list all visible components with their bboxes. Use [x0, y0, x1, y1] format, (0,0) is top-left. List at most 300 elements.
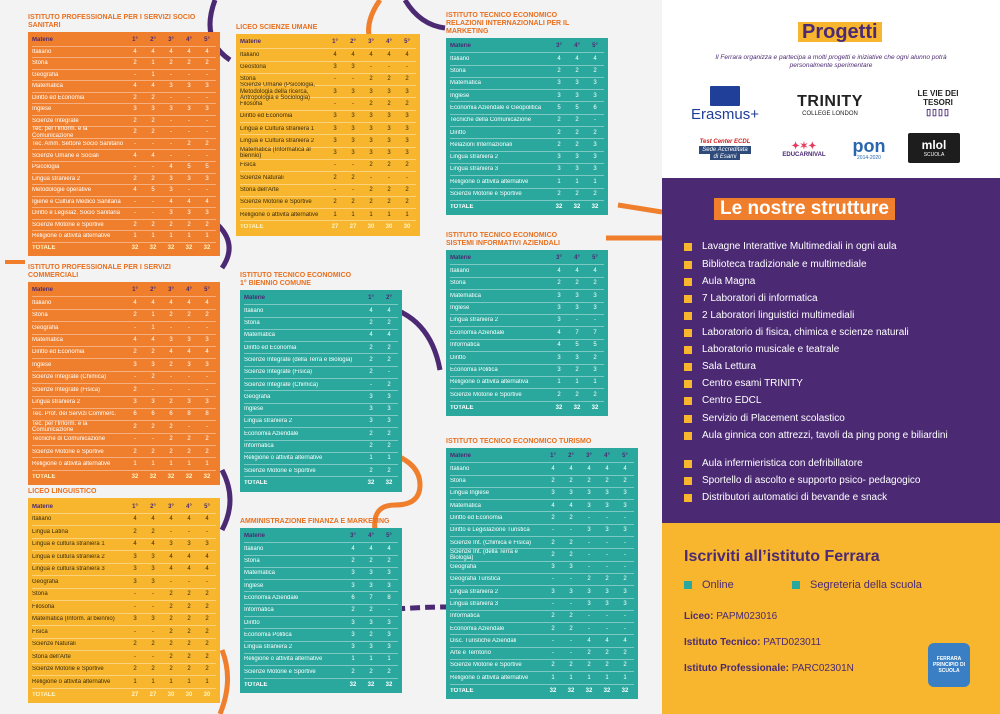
- subject-cell: Scienze Motorie e Sportive: [244, 668, 316, 675]
- subject-cell: Scienze Naturali: [32, 641, 76, 648]
- table-row: [32, 139, 216, 151]
- hours-cell: 3: [151, 553, 155, 560]
- hours-cell: 2: [569, 514, 573, 521]
- hours-cell: 1: [569, 674, 573, 681]
- hours-cell: 2: [187, 641, 191, 648]
- hours-cell: 2: [569, 613, 573, 620]
- hours-cell: 4: [169, 164, 173, 171]
- hours-cell: 3: [351, 150, 355, 157]
- pon-logo: pon 2014-2020: [852, 136, 886, 161]
- hours-cell: -: [352, 187, 354, 193]
- subject-cell: Igiene e Cultura Medico Sanitaria: [32, 198, 121, 205]
- hours-cell: 3: [623, 601, 627, 607]
- table-row: [244, 543, 398, 555]
- hours-cell: 2°: [350, 39, 356, 46]
- subject-cell: Scienze Umane e Sociali: [32, 152, 99, 159]
- table-row: [450, 176, 604, 188]
- hours-cell: 6: [151, 411, 155, 418]
- hours-cell: -: [406, 64, 408, 71]
- table-row: [450, 488, 634, 500]
- hours-cell: -: [206, 423, 208, 430]
- hours-cell: 2: [205, 628, 209, 635]
- subject-cell: TOTALE: [240, 224, 264, 231]
- hours-cell: 2: [187, 448, 191, 455]
- hours-cell: 2: [133, 641, 137, 648]
- hours-cell: 1: [133, 233, 137, 240]
- hours-cell: 3: [187, 399, 191, 405]
- hours-cell: 2: [187, 140, 191, 147]
- hours-cell: -: [334, 76, 336, 83]
- hours-cell: 2: [133, 221, 137, 228]
- hours-cell: 4°: [186, 37, 192, 44]
- table-row: [450, 189, 604, 201]
- hours-cell: -: [388, 64, 390, 71]
- hours-cell: 2: [593, 191, 597, 197]
- trinity-logo: TRINITY COLLEGE LONDON: [797, 93, 863, 117]
- hours-cell: 32: [549, 687, 557, 694]
- hours-cell: 4: [369, 332, 373, 339]
- hours-cell: 2: [187, 616, 191, 623]
- hours-cell: 5°: [622, 453, 628, 460]
- hours-cell: 2: [369, 369, 373, 376]
- hours-cell: 3: [351, 582, 355, 589]
- hours-cell: 3: [369, 137, 373, 144]
- hours-cell: 4: [133, 299, 137, 306]
- hours-cell: 4: [133, 516, 137, 523]
- hours-cell: 3°: [556, 255, 562, 262]
- table-ite-sistemi-informativi: [446, 234, 608, 416]
- hours-cell: 3: [169, 83, 173, 90]
- table-row: [240, 111, 416, 123]
- hours-cell: 2: [169, 436, 173, 443]
- hours-cell: 3: [369, 644, 373, 651]
- subject-cell: Materie: [32, 37, 54, 44]
- subject-cell: Storia: [450, 68, 466, 75]
- hours-cell: 4: [133, 48, 137, 55]
- hours-cell: -: [388, 369, 390, 376]
- table-row: [450, 635, 634, 647]
- table-header-row: [240, 37, 416, 49]
- hours-cell: -: [206, 187, 208, 194]
- subject-cell: Economia Aziendale: [244, 430, 299, 437]
- hours-cell: 2°: [150, 287, 156, 294]
- subject-cell: Scienze Motorie e Sportive: [450, 191, 522, 197]
- hours-cell: 2: [369, 76, 373, 83]
- hours-cell: 3°: [368, 39, 374, 46]
- hours-cell: -: [206, 94, 208, 101]
- hours-cell: 4: [587, 637, 591, 644]
- hours-cell: 2: [387, 76, 391, 83]
- code-istituto-professionale: Istituto Professionale: PARC02301N: [684, 663, 854, 674]
- table-row: [240, 98, 416, 110]
- hours-cell: -: [170, 94, 172, 101]
- subject-cell: Matematica (Inform. al biennio): [32, 616, 115, 623]
- hours-cell: 4: [205, 516, 209, 523]
- hours-cell: -: [624, 613, 626, 620]
- hours-cell: 7: [369, 594, 373, 601]
- subject-cell: Economia Politica: [244, 631, 292, 638]
- subject-cell: Materie: [450, 453, 472, 460]
- tesori-lines-icon: ▯▯▯▯: [926, 106, 950, 117]
- table-total-row: [450, 201, 604, 213]
- table-row: [244, 305, 398, 317]
- hours-cell: 1°: [132, 503, 138, 510]
- hours-cell: 3: [593, 305, 597, 312]
- hours-cell: -: [352, 162, 354, 169]
- hours-cell: 5°: [204, 503, 210, 510]
- subject-cell: Lingua Latina: [32, 528, 69, 535]
- table-row: [240, 209, 416, 221]
- hours-cell: 3: [351, 619, 355, 626]
- hours-cell: -: [152, 140, 154, 147]
- hours-cell: 32: [603, 687, 611, 694]
- table-row: [244, 617, 398, 629]
- structure-item-label: 2 Laboratori linguistici multimediali: [702, 310, 855, 321]
- hours-cell: 3: [387, 418, 391, 425]
- table-row: [450, 463, 634, 475]
- hours-cell: 2: [205, 591, 209, 598]
- table-title: LICEO SCIENZE UMANE: [236, 24, 318, 31]
- hours-cell: -: [576, 317, 578, 324]
- table-row: [244, 465, 398, 477]
- hours-cell: 3: [569, 564, 573, 571]
- hours-cell: 4: [205, 299, 209, 306]
- hours-cell: 1: [205, 678, 209, 685]
- hours-cell: 2: [133, 423, 137, 430]
- hours-cell: -: [170, 71, 172, 78]
- table-row: [450, 586, 634, 598]
- hours-cell: 1: [387, 455, 391, 462]
- subject-cell: Religione o attività alternative: [244, 656, 323, 663]
- subject-cell: Scienze Integrate (Fisica): [244, 369, 313, 376]
- hours-cell: 3: [587, 502, 591, 509]
- subject-cell: Lingua e cultura straniera 2: [32, 553, 105, 560]
- hours-cell: 3: [133, 106, 137, 113]
- subject-cell: Storia dell'Arte: [32, 653, 71, 660]
- hours-cell: 3: [369, 393, 373, 400]
- subject-cell: Geografia: [32, 324, 59, 331]
- hours-cell: -: [188, 528, 190, 535]
- subject-cell: Diritto: [244, 619, 260, 626]
- hours-cell: 2: [151, 528, 155, 535]
- hours-cell: -: [134, 653, 136, 660]
- hours-cell: 3: [169, 337, 173, 344]
- hours-cell: 2: [151, 129, 155, 136]
- hours-cell: 2: [405, 162, 409, 169]
- hours-cell: 30: [203, 691, 211, 698]
- structure-item-label: 7 Laboratori di informatica: [702, 293, 818, 304]
- subject-cell: Diritto: [450, 129, 466, 136]
- hours-cell: 4°: [186, 503, 192, 510]
- table-header-row: [450, 41, 604, 53]
- hours-cell: 1: [369, 656, 373, 663]
- subject-cell: TOTALE: [32, 691, 56, 698]
- table-title: ISTITUTO TECNICO ECONOMICO TURISMO: [446, 438, 592, 445]
- hours-cell: 2: [575, 280, 579, 287]
- table-row: [450, 78, 604, 90]
- table-title: AMMINISTRAZIONE FINANZA E MARKETING: [240, 518, 390, 525]
- hours-cell: 4: [169, 299, 173, 306]
- hours-cell: 2: [205, 653, 209, 660]
- subject-cell: Inglese: [244, 582, 264, 589]
- ecdl-logo: Test Center ECDL Sede Accreditata di Esami: [684, 132, 766, 166]
- table-header-row: [32, 285, 216, 297]
- hours-cell: 4: [151, 299, 155, 306]
- hours-cell: -: [334, 100, 336, 107]
- subject-cell: Italiano: [32, 516, 52, 523]
- table-row: [32, 384, 216, 396]
- subject-cell: Materie: [32, 503, 54, 510]
- hours-cell: 4: [369, 51, 373, 58]
- info-panel: [662, 0, 1000, 714]
- hours-cell: 1: [351, 656, 355, 663]
- hours-cell: 2: [575, 391, 579, 398]
- hours-cell: -: [170, 117, 172, 124]
- subject-cell: Storia: [32, 312, 48, 319]
- table-row: [244, 391, 398, 403]
- hours-cell: 2: [569, 478, 573, 485]
- hours-cell: 7: [593, 329, 597, 336]
- hours-cell: 1: [151, 312, 155, 319]
- hours-cell: 3: [369, 406, 373, 413]
- table-row: [450, 500, 634, 512]
- hours-cell: 4: [557, 55, 561, 62]
- hours-cell: 2: [205, 616, 209, 623]
- subject-cell: Geografia Turistica: [450, 576, 501, 583]
- subject-cell: Filosofia: [240, 100, 263, 107]
- subject-cell: Diritto ed Economia: [244, 344, 297, 351]
- hours-cell: 3: [623, 490, 627, 497]
- hours-cell: 3: [151, 361, 155, 368]
- hours-cell: 3: [387, 406, 391, 413]
- hours-cell: -: [134, 591, 136, 598]
- table-row: [450, 660, 634, 672]
- hours-cell: 27: [349, 224, 357, 231]
- hours-cell: 5°: [592, 255, 598, 262]
- hours-cell: 1: [605, 674, 609, 681]
- hours-cell: 3: [587, 490, 591, 497]
- hours-cell: 3: [605, 588, 609, 595]
- subject-cell: Lingua e Cultura straniera 2: [240, 137, 315, 144]
- hours-cell: 3: [187, 361, 191, 368]
- hours-cell: 3: [333, 125, 337, 132]
- subject-cell: Informatica: [244, 607, 274, 614]
- hours-cell: -: [152, 164, 154, 171]
- table-row: [450, 66, 604, 78]
- hours-cell: 32: [555, 203, 563, 210]
- enroll-option-segreteria: Segreteria della scuola: [792, 579, 922, 591]
- structure-item: [684, 276, 984, 288]
- hours-cell: -: [170, 578, 172, 585]
- hours-cell: 32: [367, 480, 375, 487]
- table-row: [244, 666, 398, 678]
- hours-cell: 2: [569, 662, 573, 669]
- hours-cell: 2: [369, 443, 373, 449]
- hours-cell: 2: [587, 576, 591, 583]
- hours-cell: 5: [575, 104, 579, 111]
- hours-cell: 1°: [550, 453, 556, 460]
- subject-cell: Materie: [32, 287, 54, 294]
- hours-cell: 4: [575, 267, 579, 274]
- subject-cell: Scienze Motorie e Sportive: [450, 391, 522, 398]
- table-row: [32, 409, 216, 421]
- hours-cell: -: [188, 129, 190, 136]
- hours-cell: 4: [151, 48, 155, 55]
- hours-cell: -: [152, 603, 154, 610]
- hours-cell: 2: [369, 558, 373, 565]
- hours-cell: -: [134, 436, 136, 443]
- table-row: [450, 265, 604, 277]
- table-ite-biennio-comune: [240, 274, 402, 492]
- hours-cell: 4: [169, 48, 173, 55]
- subject-cell: Matematica: [32, 337, 64, 344]
- hours-cell: -: [624, 539, 626, 546]
- table-row: [32, 297, 216, 309]
- hours-cell: -: [206, 578, 208, 585]
- hours-cell: 3: [369, 418, 373, 425]
- hours-cell: 4: [569, 502, 573, 509]
- table-row: [240, 62, 416, 74]
- hours-cell: -: [370, 174, 372, 181]
- hours-cell: -: [388, 607, 390, 614]
- structures-title: Le nostre strutture: [714, 198, 895, 220]
- table-total-row: [32, 689, 216, 702]
- subject-cell: Storia: [244, 320, 260, 327]
- hours-cell: 32: [555, 404, 563, 411]
- hours-cell: 2: [169, 423, 173, 430]
- table-row: [32, 359, 216, 371]
- table-row: [32, 564, 216, 577]
- hours-cell: 2°: [150, 37, 156, 44]
- table-row: [32, 347, 216, 359]
- hours-cell: 3: [369, 582, 373, 589]
- hours-cell: 2: [575, 191, 579, 197]
- hours-cell: 32: [385, 480, 393, 487]
- hours-cell: -: [206, 386, 208, 393]
- hours-cell: 32: [167, 473, 175, 480]
- subject-cell: Lingua straniera 3: [450, 601, 499, 607]
- table-body: [28, 282, 220, 485]
- subject-cell: Italiano: [450, 465, 470, 472]
- hours-cell: 8: [387, 594, 391, 601]
- hours-cell: 1: [551, 674, 555, 681]
- hours-cell: 3: [575, 166, 579, 173]
- hours-cell: 4: [369, 545, 373, 552]
- hours-cell: -: [588, 539, 590, 546]
- hours-cell: -: [552, 650, 554, 657]
- table-row: [32, 458, 216, 470]
- table-ite-relazioni-internazionali: [446, 12, 608, 215]
- hours-cell: 3: [333, 137, 337, 144]
- subject-cell: Materie: [244, 295, 266, 302]
- hours-cell: 3: [557, 166, 561, 173]
- hours-cell: 2: [169, 221, 173, 228]
- subject-cell: Storia: [240, 76, 256, 83]
- table-row: [32, 322, 216, 334]
- hours-cell: 4: [187, 566, 191, 573]
- structure-item-label: Centro EDCL: [702, 395, 762, 406]
- table-row: [244, 441, 398, 453]
- hours-cell: -: [134, 603, 136, 610]
- hours-cell: 4°: [574, 43, 580, 50]
- hours-cell: 32: [349, 681, 357, 688]
- subject-cell: Lingua straniera 2: [244, 418, 293, 425]
- hours-cell: 3: [623, 588, 627, 595]
- table-header-row: [450, 253, 604, 265]
- subject-cell: Filosofia: [32, 603, 55, 610]
- bullet-icon: [684, 415, 692, 423]
- subject-cell: TOTALE: [32, 245, 56, 252]
- subject-cell: Religione o attività alternative: [244, 455, 323, 462]
- hours-cell: -: [552, 527, 554, 534]
- hours-cell: 1: [575, 178, 579, 185]
- hours-cell: -: [134, 210, 136, 217]
- subject-cell: Italiano: [450, 55, 470, 62]
- subject-cell: Lingua straniera 2: [450, 154, 499, 161]
- hours-cell: -: [188, 324, 190, 331]
- hours-cell: 3: [587, 588, 591, 595]
- structures-section: [662, 178, 1000, 523]
- hours-cell: 2: [205, 60, 209, 67]
- hours-cell: 5°: [204, 37, 210, 44]
- subject-cell: Italiano: [450, 267, 470, 274]
- hours-cell: 3: [575, 80, 579, 87]
- table-row: [450, 164, 604, 176]
- hours-cell: 3: [405, 150, 409, 157]
- subject-cell: TOTALE: [244, 681, 268, 688]
- hours-cell: -: [170, 140, 172, 147]
- hours-cell: 3: [575, 305, 579, 312]
- hours-cell: 1: [133, 460, 137, 467]
- structure-item-label: Aula ginnica con attrezzi, tavoli da ping pong e biliardini: [702, 430, 948, 441]
- hours-cell: 3: [575, 92, 579, 99]
- table-row: [32, 335, 216, 347]
- hours-cell: 27: [131, 691, 139, 698]
- structure-item: [684, 293, 984, 305]
- table-header-row: [32, 35, 216, 47]
- subject-cell: Matematica: [450, 292, 482, 299]
- hours-cell: 4: [205, 48, 209, 55]
- hours-cell: 4: [133, 541, 137, 548]
- subject-cell: Scienze Motorie e Sportive: [450, 662, 522, 669]
- subject-cell: Materie: [450, 43, 472, 50]
- subject-cell: Diritto ed Economia: [32, 349, 85, 356]
- hours-cell: 4: [187, 48, 191, 55]
- hours-cell: -: [152, 210, 154, 217]
- table-row: [240, 160, 416, 172]
- hours-cell: 2: [587, 662, 591, 669]
- hours-cell: -: [188, 94, 190, 101]
- table-row: [32, 127, 216, 139]
- subject-cell: Religione o attività alternative: [32, 460, 111, 467]
- hours-cell: 32: [585, 687, 593, 694]
- hours-cell: 2: [369, 467, 373, 474]
- hours-cell: -: [606, 539, 608, 546]
- subject-cell: Geostoria: [240, 64, 267, 71]
- hours-cell: 2: [333, 174, 337, 181]
- subject-cell: Storia: [32, 591, 48, 598]
- subject-cell: Tec. Amm. Settore Socio Sanitario: [32, 140, 124, 147]
- erasmus-logo: Erasmus+: [684, 84, 766, 124]
- hours-cell: 2: [187, 312, 191, 319]
- hours-cell: 2: [187, 666, 191, 673]
- hours-cell: 3: [557, 354, 561, 361]
- hours-cell: 2: [387, 356, 391, 363]
- hours-cell: 6: [169, 411, 173, 418]
- subject-cell: Scienze Motorie e Sportive: [240, 199, 312, 206]
- hours-cell: 2°: [386, 295, 392, 302]
- hours-cell: 3: [333, 64, 337, 71]
